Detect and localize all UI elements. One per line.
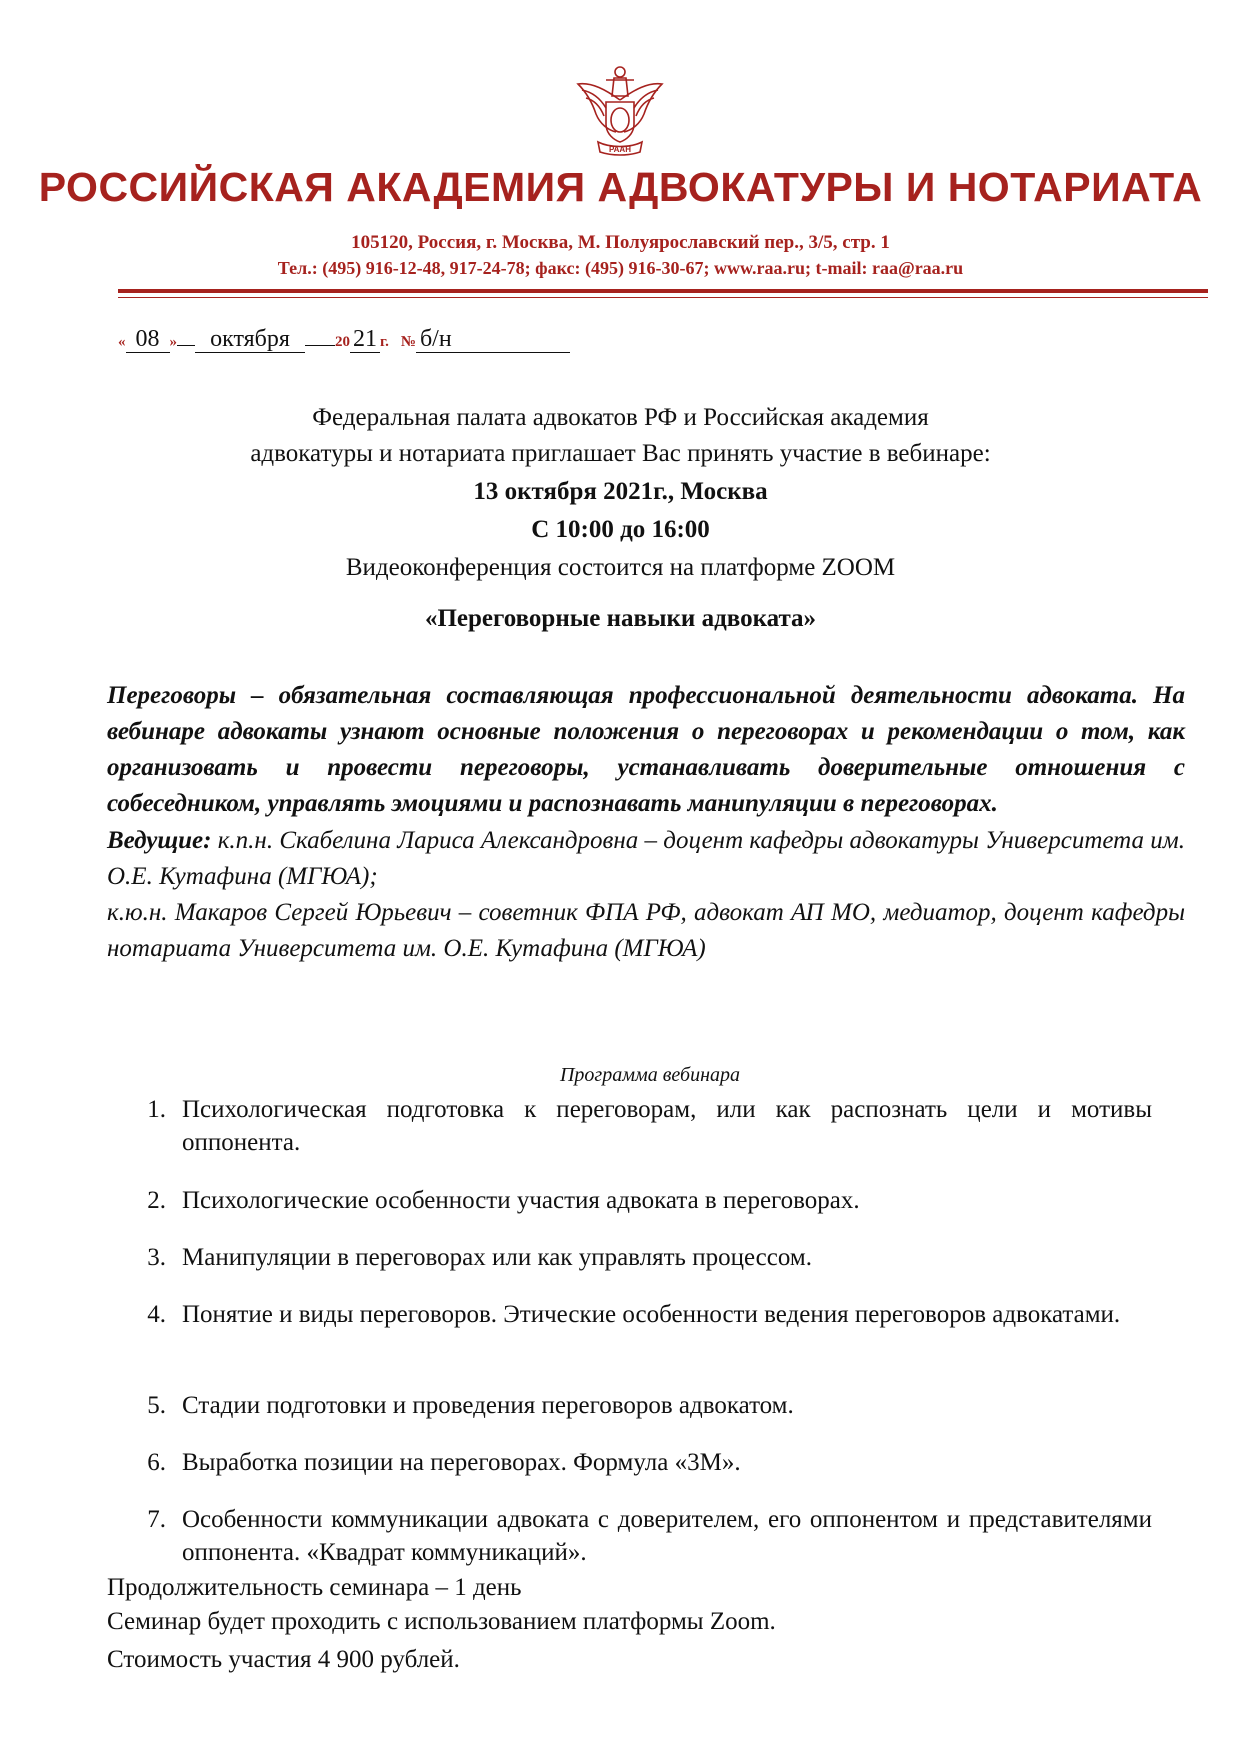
event-platform: Видеоконференция состоится на платформе ZOOM <box>345 554 896 581</box>
event-date-place: 13 октября 2021г., Москва <box>473 478 768 505</box>
invitation-line-2: адвокатуры и нотариата приглашает Вас принять участие в вебинаре: <box>250 440 991 467</box>
host-2: к.ю.н. Макаров Сергей Юрьевич – советник ФПА РФ, адвокат АП МО, медиатор, доцент кафедры нотариата Университета им. О.Е. Кутафина (МГЮА) <box>107 899 1185 962</box>
document-number: б/н <box>416 326 570 353</box>
program-title: Программа вебинара <box>559 1064 741 1086</box>
organization-address: 105120, Россия, г. Москва, М. Полуярославский пер., 3/5, стр. 1 <box>351 232 890 253</box>
date-year: 21 <box>350 326 380 353</box>
organization-contacts: Тел.: (495) 916-12-48, 917-24-78; факс: (495) 916-30-67; www.raa.ru; t-mail: raa@raa.ru <box>277 258 964 278</box>
webinar-title: «Переговорные навыки адвоката» <box>424 605 817 632</box>
letterhead-divider-thick <box>118 289 1208 293</box>
event-time: С 10:00 до 16:00 <box>531 516 710 543</box>
date-day: 08 <box>126 326 170 353</box>
date-month: октября <box>195 326 305 353</box>
hosts-label: Ведущие: <box>107 827 212 854</box>
letterhead-divider-thin <box>118 297 1208 298</box>
seminar-duration: Продолжительность семинара – 1 день <box>107 1574 522 1601</box>
participation-price: Стоимость участия 4 900 рублей. <box>107 1646 460 1673</box>
document-date-line: « 08 » октября 20 21 г. № б/н <box>118 326 570 353</box>
host-1: к.п.н. Скабелина Лариса Александровна – доцент кафедры адвокатуры Университета им. О.Е. Кутафина (МГЮА); <box>107 827 1185 890</box>
webinar-description: Переговоры – обязательная составляющая профессиональной деятельности адвоката. На вебинаре адвокаты узнают основные положения о переговорах и рекомендации о том, как организовать и провести переговоры, устанавливать доверительные отношения с собеседником, управлять эмоциями и распознавать манипуляции в переговорах. Ведущие: к.п.н. Скабелина Лариса Александровна – доцент кафедры адвокатуры Университета им. О.Е. Кутафина (МГЮА); к.ю.н. Макаров Сергей Юрьевич – советник ФПА РФ, адвокат АП МО, медиатор, доцент кафедры нотариата Университета им. О.Е. Кутафина (МГЮА) <box>107 678 1185 967</box>
hosts-paragraph <box>107 823 1185 895</box>
document-page: РААН РОССИЙСКАЯ АКАДЕМИЯ АДВОКАТУРЫ И НОТАРИАТА 105120, Россия, г. Москва, М. Полуярославский пер., 3/5, стр. 1 Тел.: (495) 916-12-48, 917-24-78; факс: (495) 916-30-67; www.raa.ru; t-mail: raa@raa.ru « 08 » октября 20 21 г. № б/н Федеральная палата адвокатов РФ и Российская академия адвокатуры и нотариата приглашает Вас принять участие в вебинаре: 13 октября 2021г., Москва С 10:00 до 16:00 Видеоконференция состоится на платформе ZOOM «Переговорные навыки адвоката» Переговоры – обязательная составляющая профессиональной деятельности адвоката. На вебинаре адвокаты узнают основные положения о переговорах и рекомендации о том, как организовать и провести переговоры, устанавливать доверительные отношения с собеседником, управлять эмоциями и распознавать манипуляции в переговорах. Ведущие: к.п.н. Скабелина Лариса Александровна – доцент кафедры адвокатуры Университета им. О.Е. Кутафина (МГЮА); к.ю.н. Макаров Сергей Юрьевич – советник ФПА РФ, адвокат АП МО, медиатор, доцент кафедры нотариата Университета им. О.Е. Кутафина (МГЮА) Программа вебинара 1. Психологическая подготовка к переговорам, или как распознать цели и мотивы оппонента. 2. Психологические особенности участия адвоката в переговорах. 3. Манипуляции в переговорах или как управлять процессом. 4. Понятие и виды переговоров. Этические особенности ведения переговоров адвокатами. 5. Стадии подготовки и проведения переговоров адвокатом. 6. Выработка позиции на переговорах. Формула «3М». 7. Особенности коммуникации адвоката с доверителем, его оппонентом и представителями оппонента. «Квадрат коммуникаций». Продолжительность семинара – 1 день Семинар будет проходить с использованием платформы Zoom. Стоимость участия 4 900 рублей. <box>0 0 1241 1755</box>
svg-text:РААН: РААН <box>609 145 631 154</box>
organization-name: РОССИЙСКАЯ АКАДЕМИЯ АДВОКАТУРЫ И НОТАРИАТА <box>38 164 1203 210</box>
seminar-platform-note: Семинар будет проходить с использованием платформы Zoom. <box>107 1608 776 1635</box>
invitation-line-1: Федеральная палата адвокатов РФ и Российская академия <box>312 404 929 431</box>
academy-emblem-icon <box>570 62 670 160</box>
